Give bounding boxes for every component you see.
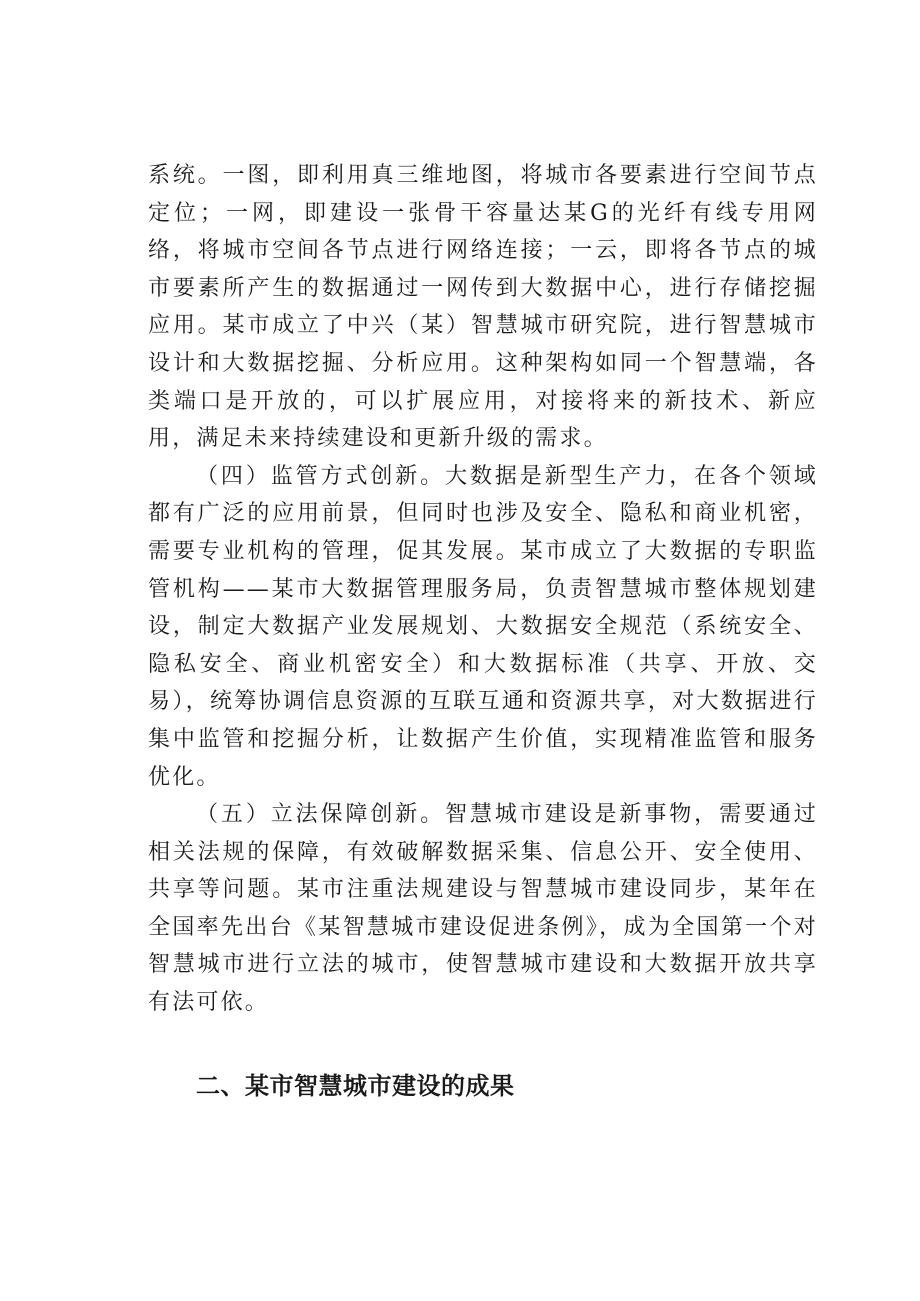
section-heading: 二、某市智慧城市建设的成果 [196,1072,515,1100]
body-text [148,157,818,1022]
paragraph-continuation: 系统。一图，即利用真三维地图，将城市各要素进行空间节点定位；一网，即建设一张骨干容量达某G的光纤有线专用网络，将城市空间各节点进行网络连接；一云，即将各节点的城市要素所产生的数据通过一网传到大数据中心，进行存储挖掘应用。某市成立了中兴（某）智慧城市研究院，进行智慧城市设计和大数据挖掘、分析应用。这种架构如同一个智慧端，各类端口是开放的，可以扩展应用，对接将来的新技术、新应用，满足未来持续建设和更新升级的需求。 [148,163,818,452]
paragraph-legislation-innovation: （五）立法保障创新。智慧城市建设是新事物，需要通过相关法规的保障，有效破解数据采集、信息公开、安全使用、共享等问题。某市注重法规建设与智慧城市建设同步，某年在全国率先出台《某智慧城市建设促进条例》，成为全国第一个对智慧城市进行立法的城市，使智慧城市建设和大数据开放共享有法可依。 [148,802,818,1016]
paragraph-supervision-innovation: （四）监管方式创新。大数据是新型生产力，在各个领域都有广泛的应用前景，但同时也涉及安全、隐私和商业机密，需要专业机构的管理，促其发展。某市成立了大数据的专职监管机构——某市大数据管理服务局，负责智慧城市整体规划建设，制定大数据产业发展规划、大数据安全规范（系统安全、隐私安全、商业机密安全）和大数据标准（共享、开放、交易），统筹协调信息资源的互联互通和资源共享，对大数据进行集中监管和挖掘分析，让数据产生价值，实现精准监管和服务优化。 [148,463,818,790]
